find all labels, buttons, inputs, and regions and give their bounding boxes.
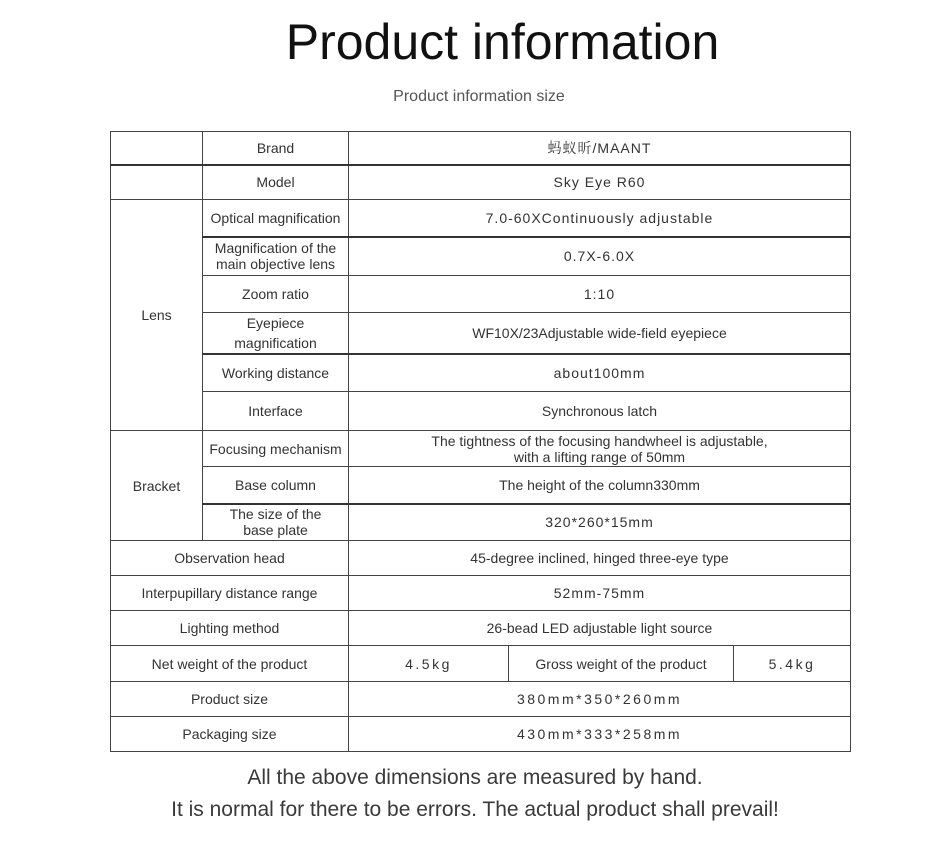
product-size-value: 380mm*350*260mm [349,682,851,717]
zoom-value: 1:10 [349,276,851,313]
table-row-eyepiece [111,313,851,354]
table-row-interpupillary [111,576,851,611]
table-row-weight [111,646,851,682]
gross-weight-value: 5.4kg [734,646,851,682]
model-value: Sky Eye R60 [349,165,851,200]
interpupillary-value: 52mm-75mm [349,576,851,611]
zoom-label: Zoom ratio [203,276,349,313]
eyepiece-label [203,313,349,354]
table-row-model [111,165,851,200]
lighting-label: Lighting method [111,611,349,646]
net-weight-value: 4.5kg [349,646,509,682]
product-size-label: Product size [111,682,349,717]
objective-value: 0.7X-6.0X [349,237,851,276]
table-row-objective [111,237,851,276]
page-subtitle: Product information size [393,88,565,105]
table-row-column [111,467,851,504]
focusing-value-line-1: The tightness of the focusing handwheel is adjustable, [431,432,768,449]
eyepiece-value: WF10X/23Adjustable wide-field eyepiece [349,313,851,354]
net-weight-label: Net weight of the product [111,646,349,682]
working-label: Working distance [203,354,349,392]
table-row-interface [111,392,851,431]
plate-label-line-1: The size of the [229,506,322,523]
table-row-brand [111,132,851,165]
focusing-value [349,431,851,467]
spec-table [110,131,851,752]
table-row-product-size [111,682,851,717]
observation-label: Observation head [111,541,349,576]
plate-value: 320*260*15mm [349,504,851,541]
objective-label [203,237,349,276]
table-row-plate [111,504,851,541]
interface-value: Synchronous latch [349,392,851,431]
interpupillary-label: Interpupillary distance range [111,576,349,611]
lighting-value: 26-bead LED adjustable light source [349,611,851,646]
model-label: Model [203,165,349,200]
optical-label: Optical magnification [203,200,349,237]
objective-label-line-1: Magnification of the [214,240,337,257]
brand-label: Brand [203,132,349,165]
table-row-lighting [111,611,851,646]
plate-label-line-2: base plate [243,522,308,539]
table-row-optical [111,200,851,237]
optical-value: 7.0-60XContinuously adjustable [349,200,851,237]
interface-label: Interface [203,392,349,431]
eyepiece-label-line-1: Eyepiece [246,314,305,331]
plate-label [203,504,349,541]
gross-weight-label: Gross weight of the product [509,646,734,682]
empty-cell [111,165,203,200]
lens-group-label: Lens [111,200,203,431]
footer-note-line-1: All the above dimensions are measured by hand. [247,766,703,789]
focusing-label: Focusing mechanism [203,431,349,467]
table-row-zoom [111,276,851,313]
table-row-working [111,354,851,392]
observation-value: 45-degree inclined, hinged three-eye type [349,541,851,576]
empty-cell [111,132,203,165]
footer-note-line-2: It is normal for there to be errors. The actual product shall prevail! [171,798,779,821]
packaging-size-label: Packaging size [111,717,349,752]
table-row-observation [111,541,851,576]
column-label: Base column [203,467,349,504]
table-row-packaging-size [111,717,851,752]
eyepiece-label-line-2: magnification [234,334,317,351]
table-row-focusing [111,431,851,467]
page-title: Product information [285,14,720,70]
brand-value: 蚂蚁昕/MAANT [349,132,851,165]
column-value: The height of the column330mm [349,467,851,504]
working-value: about100mm [349,354,851,392]
objective-label-line-2: main objective lens [215,256,336,273]
focusing-value-line-2: with a lifting range of 50mm [513,448,686,465]
bracket-group-label: Bracket [111,431,203,541]
packaging-size-value: 430mm*333*258mm [349,717,851,752]
